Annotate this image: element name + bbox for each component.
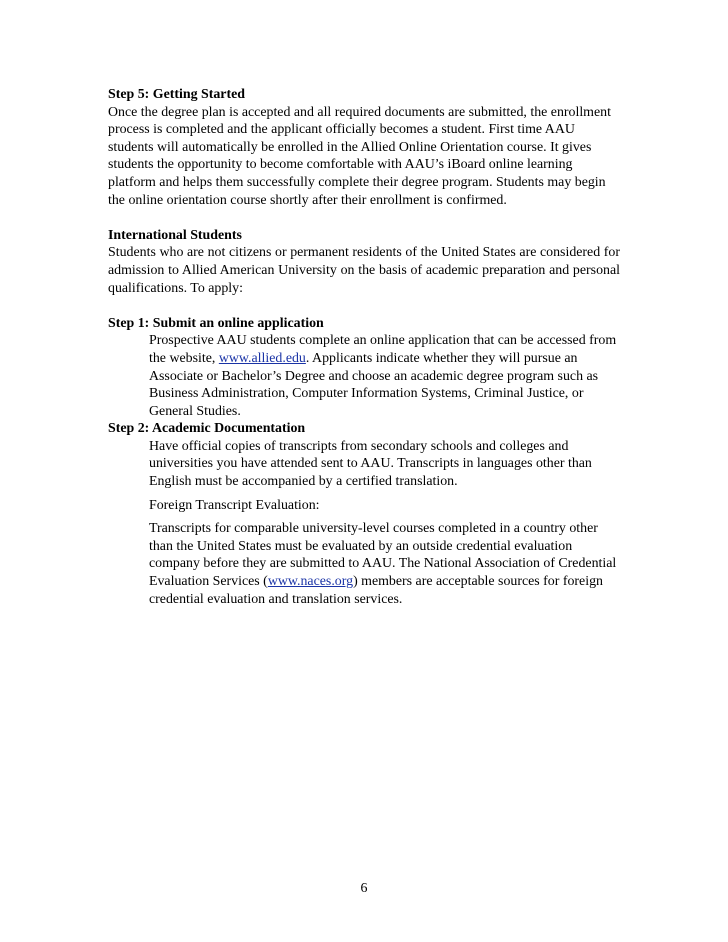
step2-heading: Step 2: Academic Documentation [108, 421, 306, 437]
step2-body [149, 438, 620, 608]
allied-website-link[interactable]: www.allied.edu [218, 350, 306, 366]
foreign-transcript-subheading: Foreign Transcript Evaluation: [149, 497, 320, 513]
foreign-transcript-paragraph [149, 520, 620, 608]
page-number: 6 [360, 881, 368, 896]
step1-heading: Step 1: Submit an online application [108, 315, 324, 331]
step2-transcripts-paragraph: Have official copies of transcripts from secondary schools and colleges and universities you have attended sent to AAU. Transcripts in languages other than English must be accompanied by a certified translation. [149, 438, 592, 490]
step1-paragraph [149, 332, 620, 420]
step1-text-after-link: . Applicants indicate whether they will pursue an Associate or Bachelor’s Degree and choose an academic degree program such as Business Administration, Computer Information Systems, Criminal Justice, or General Studies. [149, 350, 599, 419]
step1-text-before-link: Prospective AAU students complete an online application that can be accessed from the website, [149, 333, 617, 366]
step2-text-after-link: ) members are acceptable sources for foreign credential evaluation and translation services. [149, 574, 603, 607]
international-students-paragraph: Students who are not citizens or permanent residents of the United States are considered for admission to Allied American University on the basis of academic preparation and personal qualifications. To apply: [108, 245, 620, 296]
step5-paragraph: Once the degree plan is accepted and all required documents are submitted, the enrollment process is completed and the applicant officially becomes a student. First time AAU students will automatically be enrolled in the Allied Online Orientation course. It gives students the opportunity to become comfortable with AAU’s iBoard online learning platform and helps them successfully complete their degree program. Students may begin the online orientation course shortly after their enrollment is confirmed. [108, 104, 611, 208]
step1-body [149, 332, 620, 420]
page-content [108, 86, 620, 608]
step2-text-before-link: Transcripts for comparable university-level courses completed in a country other than the United States must be evaluated by an outside credential evaluation company before they are submitted to AAU. The National Association of Credential Evaluation Services ( [149, 521, 617, 590]
naces-website-link[interactable]: www.naces.org [267, 574, 354, 590]
step5-heading: Step 5: Getting Started [108, 87, 245, 102]
international-students-heading: International Students [108, 227, 242, 243]
